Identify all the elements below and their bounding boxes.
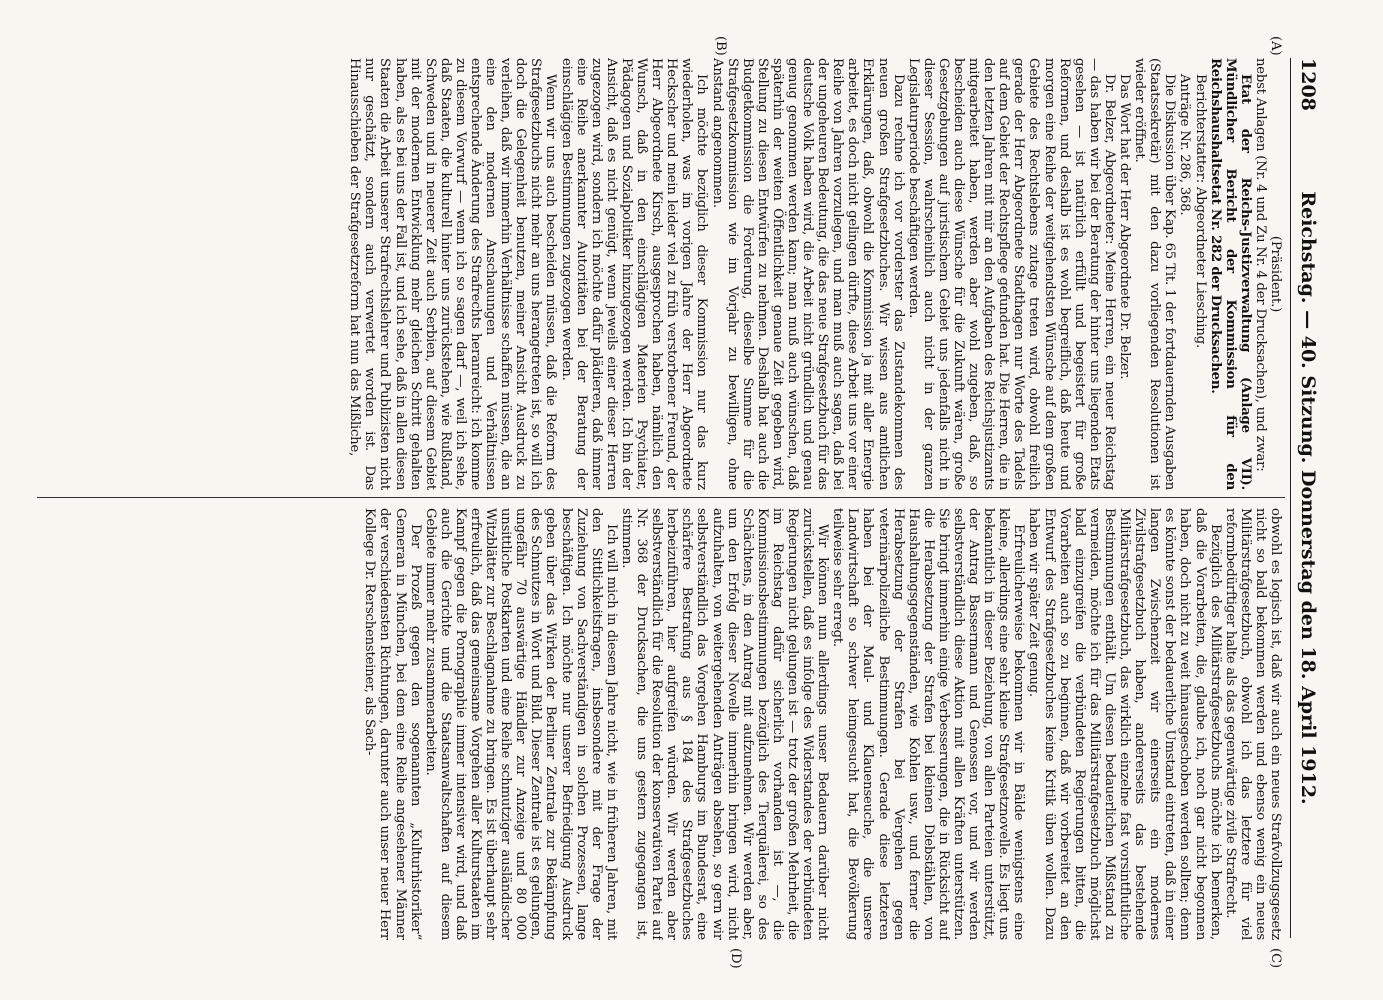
right-column bbox=[38, 508, 1283, 940]
paragraph: Wenn wir uns auch bescheiden müssen, daß die Reform des Strafgesetzbuchs nicht mehr an uns herangetreten ist, so will ich doch die Gelegenheit benutzen, meiner Ansicht Ausdruck zu verleihen, daß wir immerhin Verhältnisse schaffen müssen, die an eine den modernen Anschauungen und Verhältnissen entsprechende Änderung des Strafrechts heranreicht: ich komme zu diesem Vorwurf — wenn ich so sagen darf —, weil ich sehe, daß Staaten, die kulturell hinter uns zurückstehen, wie Rußland, Schweden und in neuerer Zeit auch Serbien, auf diesem Gebiet mit der modernen Entwicklung mehr gleichen Schritt gehalten haben, als es bei uns der Fall ist, und ich sehe, daß in allen diesen Staaten die Arbeit unserer Strafrechtslehrer und Publizisten nicht nur geschätzt, sondern auch verwertet worden ist. Das Hinausschieben der Strafgesetzreform hat nun das Mißliche, bbox=[347, 58, 559, 490]
margin-marker-a: (A) bbox=[1268, 36, 1283, 56]
left-column bbox=[38, 58, 1283, 490]
paragraph: Ich will mich in diesem Jahre nicht, wie in früheren Jahren, mit den Sittlichkeitsfragen, insbesondere mit der Frage der Zuziehung von Sachverständigen in solchen Prozessen, lange beschäftigen. Ich möchte nur unserer Befriedigung Ausdruck geben über das Wirken der Berliner Zentrale zur Bekämpfung des Schmutzes in Wort und Bild. Dieser Zentrale ist es gelungen, ungefähr 70 auswärtige Händler zur Anzeige und 80 000 unsittliche Postkarten und eine Reihe schmutziger ausländischer Witzblätter zur Beschlagnahme zu bringen. Es ist überhaupt sehr erfreulich, daß das gemeinsame Vorgehen aller Kulturstaaten im Kampf gegen die Pornographie immer intensiver wird, und daß auch die Gerichte und die Staatsanwaltschaften auf diesem Gebiete immer mehr zusammenarbeiten. bbox=[422, 508, 619, 940]
paragraph: Dr. Belzer, Abgeordneter: Meine Herren, ein neuer Reichstag — das haben wir bei der Beratung der hinter uns liegenden Etats gesehen — ist natürlich erfüllt und begeistert für große Reformen, und deshalb ist es wohl begreiflich, daß heute und morgen eine Reihe der weitgehendsten Wünsche auf dem großen Gebiete des Rechtslebens zutage treten wird, obwohl freilich gerade der Herr Abgeordnete Stadthagen nur Worte des Tadels auf dem Gebiet der Rechtspflege gefunden hat. Die Herren, die in den letzten Jahren mit mir an den Aufgaben des Reichsjustizamts mitgearbeitet haben, werden aber wohl zugeben, daß, so bescheiden auch diese Wünsche für die Zukunft wären, große Gesetzgebungen auf juristischem Gebiet uns jedenfalls nicht in dieser Session, wahrscheinlich auch nicht in der ganzen Legislaturperiode beschäftigen werden. bbox=[905, 58, 1117, 490]
margin-marker-d: (D) bbox=[728, 948, 743, 969]
paragraph: Wir können nun allerdings unser Bedauern darüber nicht zurückstellen, daß es infolge des Widerstandes der verbündeten Regierungen nicht gelungen ist — trotz der großen Mehrheit, die im Reichstag dafür sicherlich vorhanden ist —, die Kommissionsbestimmungen bezüglich des Tierquälerei, so des Schächtens, in den Antrag mit aufzunehmen. Wir werden aber, um den Erfolg dieser Novelle immerhin bringen wird, nicht aufzuhalten, von weitergehenden Anträgen absehen, so gern wir selbstverständlich das Vorgehen Hamburgs im Bundesrat, eine schärfere Bestrafung aus § 184 des Strafgesetzbuches herbeizuführen, hier aufgreifen würden. Wir werden aber selbstverständlich für die Resolution der konservativen Partei auf Nr. 368 der Drucksachen, die uns gestern zugegangen ist, stimmen. bbox=[618, 508, 831, 940]
paragraph: Berichterstatter: Abgeordneter Liesching. bbox=[1192, 74, 1208, 348]
page-number: 1208 bbox=[1297, 58, 1319, 111]
paragraph: Der Prozeß gegen den sogenannten „Kulturhistoriker“ Gemeran in München, bei dem eine Reihe angesehener Männer der verschiedensten Richtungen, darunter auch unser neuer Herr Kollege Dr. Rerschensteiner, als Sach- bbox=[362, 508, 423, 940]
paragraph: Die Diskussion über Kap. 65 Tit. 1 der fortdauernden Ausgaben (Staatssekretär) mit den dazu vorliegenden Resolutionen ist wieder eröffnet. bbox=[1132, 58, 1178, 490]
paragraph: nebst Anlagen (Nr. 4 und Zu Nr. 4 der Drucksachen), und zwar: bbox=[1252, 58, 1268, 472]
paragraph: Ich möchte bezüglich dieser Kommission nur das kurz wiederholen, was im vorigen Jahre der Herr Abgeordnete Heckscher und mein leider viel zu früh verstorbener Freund, der Herr Abgeordnete Kirsch, ausgesprochen haben, nämlich den Wunsch, daß in den einschlägigen Materien Psychiater, Pädagogen und Sozialpolitiker hinzugezogen werden. Ich bin der Ansicht, daß es nicht genügt, wenn jeweils einer dieser Herren zugezogen wird, sondern ich möchte dafür plädieren, daß immer eine Reihe anerkannter Autoritäten bei der Beratung der einschlägigen Bestimmungen zugezogen werden. bbox=[558, 58, 710, 490]
paragraph: Dazu rechne ich vor vorderster das Zustandekommen des neuen großen Strafgesetzbuches. Wir wissen aus amtlichen Erklärungen, daß, obwohl die Kommission ja mit aller Energie arbeitet, es doch nicht gelingen dürfte, diese Arbeit uns vor einer Reihe von Jahren vorzulegen, und man muß auch sagen, daß bei der ungeheuren Bedeutung, die das neue Strafgesetzbuch für das deutsche Volk haben wird, die Arbeit nicht gründlich und genau genug genommen werden kann; man muß auch wünschen, daß späterhin der weiten Öffentlichkeit genaue Zeit gegeben wird, Stellung zu diesen Entwürfen zu nehmen. Deshalb hat auch die Budgetkommission die Forderung, dieselbe Summe für die Strafgesetzkommission wie im Vorjahr zu bewilligen, ohne Anstand angenommen. bbox=[709, 58, 906, 490]
paragraph: Anträge Nr. 286, 368. bbox=[1177, 74, 1193, 216]
paragraph: Bezüglich des Militärstrafgesetzbuchs möchte ich bemerken, daß die Vorarbeiten, die, glaube ich, noch gar nicht begonnen haben, doch nicht zu weit hinausgeschoben werden sollten; denn es könnte sonst der bedauerliche Umstand eintreten, daß in einer langen Zwischenzeit wir einerseits ein modernes Zivilstrafgesetzbuch haben, andererseits das bestehende Militärstrafgesetzbuch, das wirklich einzelne fast vorsintflutliche Bestimmungen enthält. Um diesen bedauerlichen Mißstand zu vermeiden, möchte ich für das Militärstrafgesetzbuch möglichst bald einzugreifen die verbündeten Regierungen bitten, die Vorarbeiten auch so zu beginnen, daß wir vorbereitet an den Entwurf des Strafgesetzbuches keine Kritik üben wollen. Dazu haben wir später Zeit genug. bbox=[1026, 508, 1223, 940]
margin-marker-c: (C) bbox=[1268, 948, 1283, 969]
paragraph: Das Wort hat der Herr Abgeordnete Dr. Belzer. bbox=[1117, 74, 1133, 380]
paragraph: Erfreulicherweise bekommen wir in Bälde wenigstens eine kleine, allerdings eine sehr kleine Strafgesetznovelle. Es liegt uns bekanntlich in dieser Beziehung, von allen Parteien unterstützt, der Antrag Bassermann und Genossen vor, und wir werden selbstverständlich diese Aktion mit allen Kräften unterstützen. Sie bringt immerhin einige Verbesserungen, die in Rücksicht auf die Herabsetzung der Strafen bei kleinen Diebstählen, von Haushaltungsgegenständen, wie Kohlen usw., und ferner die Herabsetzung der Strafen bei Vergehen gegen veterinärpolizeiliche Bestimmungen. Gerade diese letzteren haben bei der Maul- und Klauenseuche, die unsere Landwirtschaft so schwer heimgesucht hat, die Bevölkerung teilweise sehr erregt. bbox=[830, 508, 1027, 940]
paragraph: obwohl es logisch ist, daß wir auch ein neues Strafvollzugsgesetz nicht so bald bekommen werden und ebenso wenig ein neues Militärstrafgesetzbuch, obwohl ich das letztere für viel reformbedürftiger halte als das gegenwärtige zivile Strafrecht. bbox=[1222, 508, 1283, 940]
page-header bbox=[1290, 58, 1323, 938]
column-divider bbox=[37, 497, 1285, 498]
margin-marker-b: (B) bbox=[713, 36, 728, 56]
paragraph: Etat der Reichs-Justizverwaltung (Anlage VII). Mündlicher Bericht der Kommission für den Reichshaushaltsetat Nr. 282 der Drucksachen. bbox=[1207, 58, 1253, 490]
paragraph: (Präsident.) bbox=[1268, 235, 1283, 313]
header-title: Reichstag. — 40. Sitzung. Donnerstag den 18. April 1912. bbox=[1297, 191, 1319, 805]
